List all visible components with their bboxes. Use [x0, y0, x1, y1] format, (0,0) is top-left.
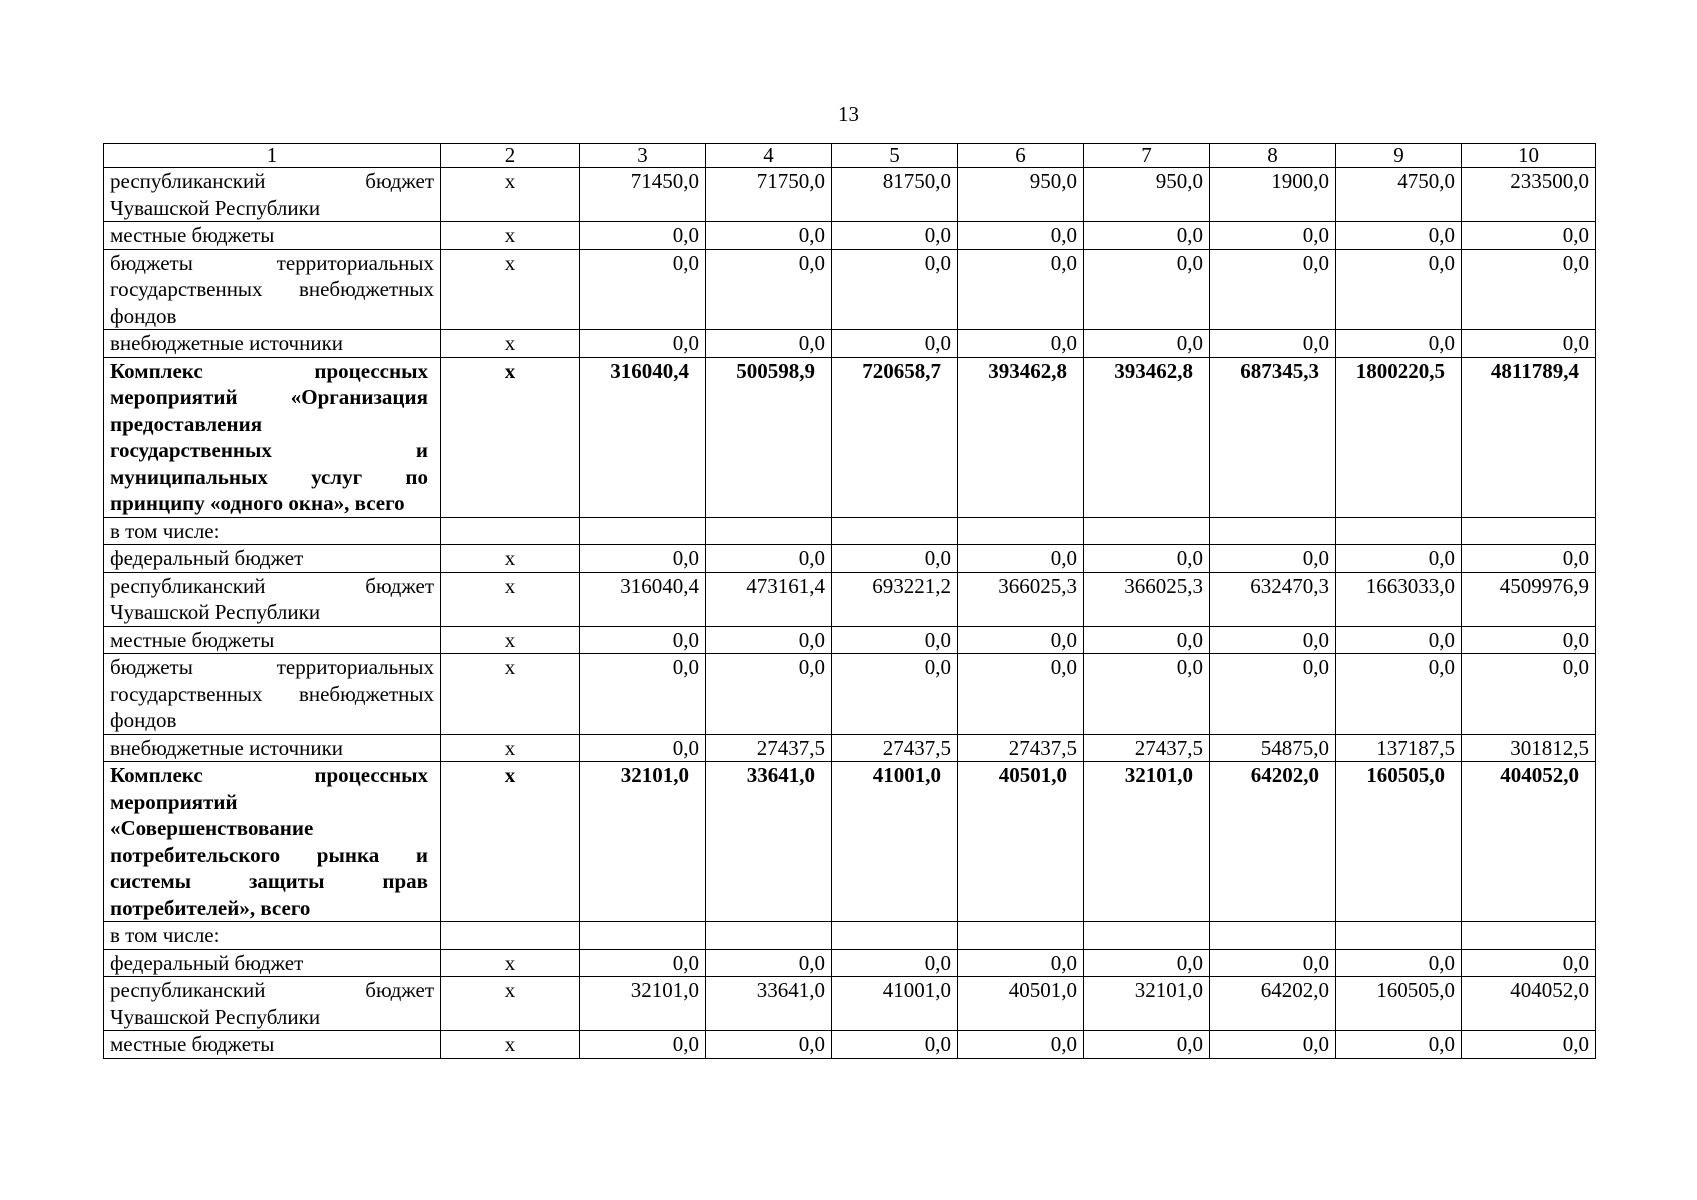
row-label: местные бюджеты — [104, 626, 441, 654]
value-cell: 0,0 — [958, 1031, 1084, 1059]
value-cell: 0,0 — [1210, 1031, 1336, 1059]
value-cell: 32101,0 — [580, 977, 706, 1031]
value-cell: 0,0 — [1336, 626, 1462, 654]
value-cell: 0,0 — [1084, 222, 1210, 250]
value-cell — [958, 517, 1084, 545]
value-cell: 0,0 — [1210, 654, 1336, 735]
value-cell: 81750,0 — [832, 168, 958, 222]
row-label: федеральный бюджет — [104, 949, 441, 977]
value-cell — [580, 922, 706, 950]
value-cell: 0,0 — [1462, 222, 1596, 250]
value-cell: 71750,0 — [706, 168, 832, 222]
value-cell: 404052,0 — [1462, 977, 1596, 1031]
value-cell: 0,0 — [1210, 949, 1336, 977]
value-cell: 0,0 — [832, 949, 958, 977]
column-header: 5 — [832, 144, 958, 168]
value-cell — [832, 517, 958, 545]
value-cell: 0,0 — [1462, 654, 1596, 735]
value-cell: 0,0 — [580, 249, 706, 330]
value-cell: 0,0 — [832, 626, 958, 654]
column-header: 9 — [1336, 144, 1462, 168]
value-cell: 0,0 — [1462, 626, 1596, 654]
value-cell: 4811789,4 — [1462, 357, 1596, 517]
value-cell: 54875,0 — [1210, 734, 1336, 762]
value-cell: 393462,8 — [958, 357, 1084, 517]
row-label: республиканский бюджет Чувашской Республики — [104, 977, 441, 1031]
value-cell: 32101,0 — [580, 762, 706, 922]
table-row — [104, 517, 1596, 545]
value-cell: 64202,0 — [1210, 977, 1336, 1031]
row-label: республиканский бюджет Чувашской Республики — [104, 168, 441, 222]
row-marker: х — [441, 949, 580, 977]
value-cell: 687345,3 — [1210, 357, 1336, 517]
value-cell: 0,0 — [958, 654, 1084, 735]
row-label: в том числе: — [104, 922, 441, 950]
column-header: 1 — [104, 144, 441, 168]
table-row — [104, 545, 1596, 573]
row-marker: х — [441, 977, 580, 1031]
table-body — [104, 168, 1596, 1059]
table-row — [104, 222, 1596, 250]
value-cell: 0,0 — [1084, 1031, 1210, 1059]
value-cell: 0,0 — [1210, 249, 1336, 330]
value-cell: 0,0 — [580, 654, 706, 735]
column-header: 7 — [1084, 144, 1210, 168]
value-cell — [832, 922, 958, 950]
value-cell: 693221,2 — [832, 572, 958, 626]
value-cell: 27437,5 — [832, 734, 958, 762]
row-marker: х — [441, 222, 580, 250]
value-cell: 41001,0 — [832, 762, 958, 922]
row-marker: х — [441, 545, 580, 573]
row-marker: х — [441, 572, 580, 626]
budget-table — [103, 143, 1596, 1059]
column-header: 3 — [580, 144, 706, 168]
table-row — [104, 922, 1596, 950]
value-cell: 0,0 — [1336, 222, 1462, 250]
value-cell: 0,0 — [1462, 545, 1596, 573]
value-cell: 0,0 — [832, 249, 958, 330]
value-cell: 0,0 — [706, 949, 832, 977]
column-number-row — [104, 144, 1596, 168]
row-marker — [441, 517, 580, 545]
value-cell: 0,0 — [1462, 949, 1596, 977]
value-cell — [1462, 517, 1596, 545]
row-marker: х — [441, 357, 580, 517]
value-cell: 27437,5 — [958, 734, 1084, 762]
value-cell: 720658,7 — [832, 357, 958, 517]
value-cell: 0,0 — [958, 222, 1084, 250]
value-cell: 0,0 — [580, 1031, 706, 1059]
table-row — [104, 734, 1596, 762]
value-cell: 301812,5 — [1462, 734, 1596, 762]
table-row — [104, 949, 1596, 977]
value-cell: 4750,0 — [1336, 168, 1462, 222]
value-cell: 27437,5 — [706, 734, 832, 762]
value-cell: 0,0 — [1084, 626, 1210, 654]
value-cell: 1663033,0 — [1336, 572, 1462, 626]
row-label: внебюджетные источники — [104, 734, 441, 762]
table-row — [104, 977, 1596, 1031]
value-cell — [1210, 517, 1336, 545]
value-cell: 0,0 — [1336, 1031, 1462, 1059]
value-cell: 0,0 — [1084, 654, 1210, 735]
value-cell: 0,0 — [832, 330, 958, 358]
row-label: федеральный бюджет — [104, 545, 441, 573]
value-cell: 40501,0 — [958, 977, 1084, 1031]
row-label: Комплекс процессных мероприятий «Организация предоставления государственных и муниципальных услуг по принципу «одного окна», всего — [104, 357, 441, 517]
table-row — [104, 249, 1596, 330]
row-label: Комплекс процессных мероприятий «Совершенствование потребительского рынка и системы защиты прав потребителей», всего — [104, 762, 441, 922]
value-cell: 0,0 — [832, 654, 958, 735]
value-cell — [1336, 922, 1462, 950]
value-cell: 0,0 — [580, 734, 706, 762]
value-cell: 404052,0 — [1462, 762, 1596, 922]
row-label: местные бюджеты — [104, 1031, 441, 1059]
value-cell: 0,0 — [706, 654, 832, 735]
column-header: 6 — [958, 144, 1084, 168]
value-cell: 0,0 — [1462, 1031, 1596, 1059]
value-cell: 0,0 — [1084, 545, 1210, 573]
value-cell: 0,0 — [580, 330, 706, 358]
value-cell: 473161,4 — [706, 572, 832, 626]
value-cell: 0,0 — [958, 330, 1084, 358]
value-cell: 1800220,5 — [1336, 357, 1462, 517]
value-cell: 33641,0 — [706, 762, 832, 922]
value-cell: 32101,0 — [1084, 762, 1210, 922]
value-cell: 0,0 — [706, 545, 832, 573]
value-cell: 316040,4 — [580, 572, 706, 626]
value-cell — [1084, 922, 1210, 950]
table-row — [104, 330, 1596, 358]
value-cell: 0,0 — [1336, 545, 1462, 573]
value-cell: 0,0 — [1210, 330, 1336, 358]
table-row — [104, 762, 1596, 922]
value-cell: 0,0 — [1084, 330, 1210, 358]
value-cell: 366025,3 — [958, 572, 1084, 626]
row-marker — [441, 922, 580, 950]
column-header: 10 — [1462, 144, 1596, 168]
row-marker: х — [441, 1031, 580, 1059]
value-cell: 950,0 — [1084, 168, 1210, 222]
value-cell: 0,0 — [1336, 654, 1462, 735]
row-label: бюджеты территориальных государственных внебюджетных фондов — [104, 654, 441, 735]
value-cell: 632470,3 — [1210, 572, 1336, 626]
value-cell: 0,0 — [958, 626, 1084, 654]
value-cell: 27437,5 — [1084, 734, 1210, 762]
value-cell: 0,0 — [1210, 626, 1336, 654]
row-label: внебюджетные источники — [104, 330, 441, 358]
value-cell: 0,0 — [706, 1031, 832, 1059]
value-cell: 0,0 — [1210, 545, 1336, 573]
value-cell: 233500,0 — [1462, 168, 1596, 222]
value-cell: 33641,0 — [706, 977, 832, 1031]
row-label: бюджеты территориальных государственных внебюджетных фондов — [104, 249, 441, 330]
value-cell: 0,0 — [706, 330, 832, 358]
row-marker: х — [441, 168, 580, 222]
table-row — [104, 654, 1596, 735]
row-label: республиканский бюджет Чувашской Республики — [104, 572, 441, 626]
table-row — [104, 168, 1596, 222]
value-cell: 0,0 — [706, 222, 832, 250]
value-cell: 0,0 — [1336, 330, 1462, 358]
value-cell — [1210, 922, 1336, 950]
column-header: 8 — [1210, 144, 1336, 168]
value-cell: 160505,0 — [1336, 977, 1462, 1031]
value-cell — [1462, 922, 1596, 950]
column-header: 2 — [441, 144, 580, 168]
value-cell — [580, 517, 706, 545]
value-cell: 0,0 — [832, 545, 958, 573]
value-cell: 0,0 — [1336, 949, 1462, 977]
value-cell: 393462,8 — [1084, 357, 1210, 517]
value-cell: 366025,3 — [1084, 572, 1210, 626]
value-cell: 0,0 — [580, 949, 706, 977]
value-cell: 0,0 — [832, 1031, 958, 1059]
value-cell: 950,0 — [958, 168, 1084, 222]
value-cell: 0,0 — [580, 222, 706, 250]
column-header: 4 — [706, 144, 832, 168]
row-marker: х — [441, 654, 580, 735]
value-cell: 4509976,9 — [1462, 572, 1596, 626]
value-cell: 32101,0 — [1084, 977, 1210, 1031]
page-number: 13 — [838, 102, 859, 126]
value-cell: 0,0 — [580, 626, 706, 654]
row-marker: х — [441, 626, 580, 654]
value-cell — [1084, 517, 1210, 545]
value-cell: 160505,0 — [1336, 762, 1462, 922]
value-cell: 0,0 — [832, 222, 958, 250]
value-cell: 0,0 — [706, 249, 832, 330]
value-cell: 316040,4 — [580, 357, 706, 517]
row-label: местные бюджеты — [104, 222, 441, 250]
value-cell: 0,0 — [706, 626, 832, 654]
value-cell — [958, 922, 1084, 950]
value-cell: 1900,0 — [1210, 168, 1336, 222]
value-cell: 500598,9 — [706, 357, 832, 517]
value-cell: 71450,0 — [580, 168, 706, 222]
value-cell: 0,0 — [1462, 249, 1596, 330]
table-row — [104, 626, 1596, 654]
table-row — [104, 572, 1596, 626]
value-cell: 40501,0 — [958, 762, 1084, 922]
table-row — [104, 1031, 1596, 1059]
value-cell: 64202,0 — [1210, 762, 1336, 922]
value-cell: 0,0 — [580, 545, 706, 573]
table-row — [104, 357, 1596, 517]
value-cell: 0,0 — [1084, 249, 1210, 330]
value-cell: 0,0 — [1210, 222, 1336, 250]
value-cell: 137187,5 — [1336, 734, 1462, 762]
value-cell: 41001,0 — [832, 977, 958, 1031]
value-cell: 0,0 — [1336, 249, 1462, 330]
value-cell: 0,0 — [958, 249, 1084, 330]
value-cell — [706, 517, 832, 545]
value-cell: 0,0 — [958, 949, 1084, 977]
row-marker: х — [441, 330, 580, 358]
row-marker: х — [441, 734, 580, 762]
value-cell: 0,0 — [1462, 330, 1596, 358]
value-cell: 0,0 — [1084, 949, 1210, 977]
row-marker: х — [441, 762, 580, 922]
value-cell — [706, 922, 832, 950]
row-marker: х — [441, 249, 580, 330]
value-cell — [1336, 517, 1462, 545]
row-label: в том числе: — [104, 517, 441, 545]
value-cell: 0,0 — [958, 545, 1084, 573]
